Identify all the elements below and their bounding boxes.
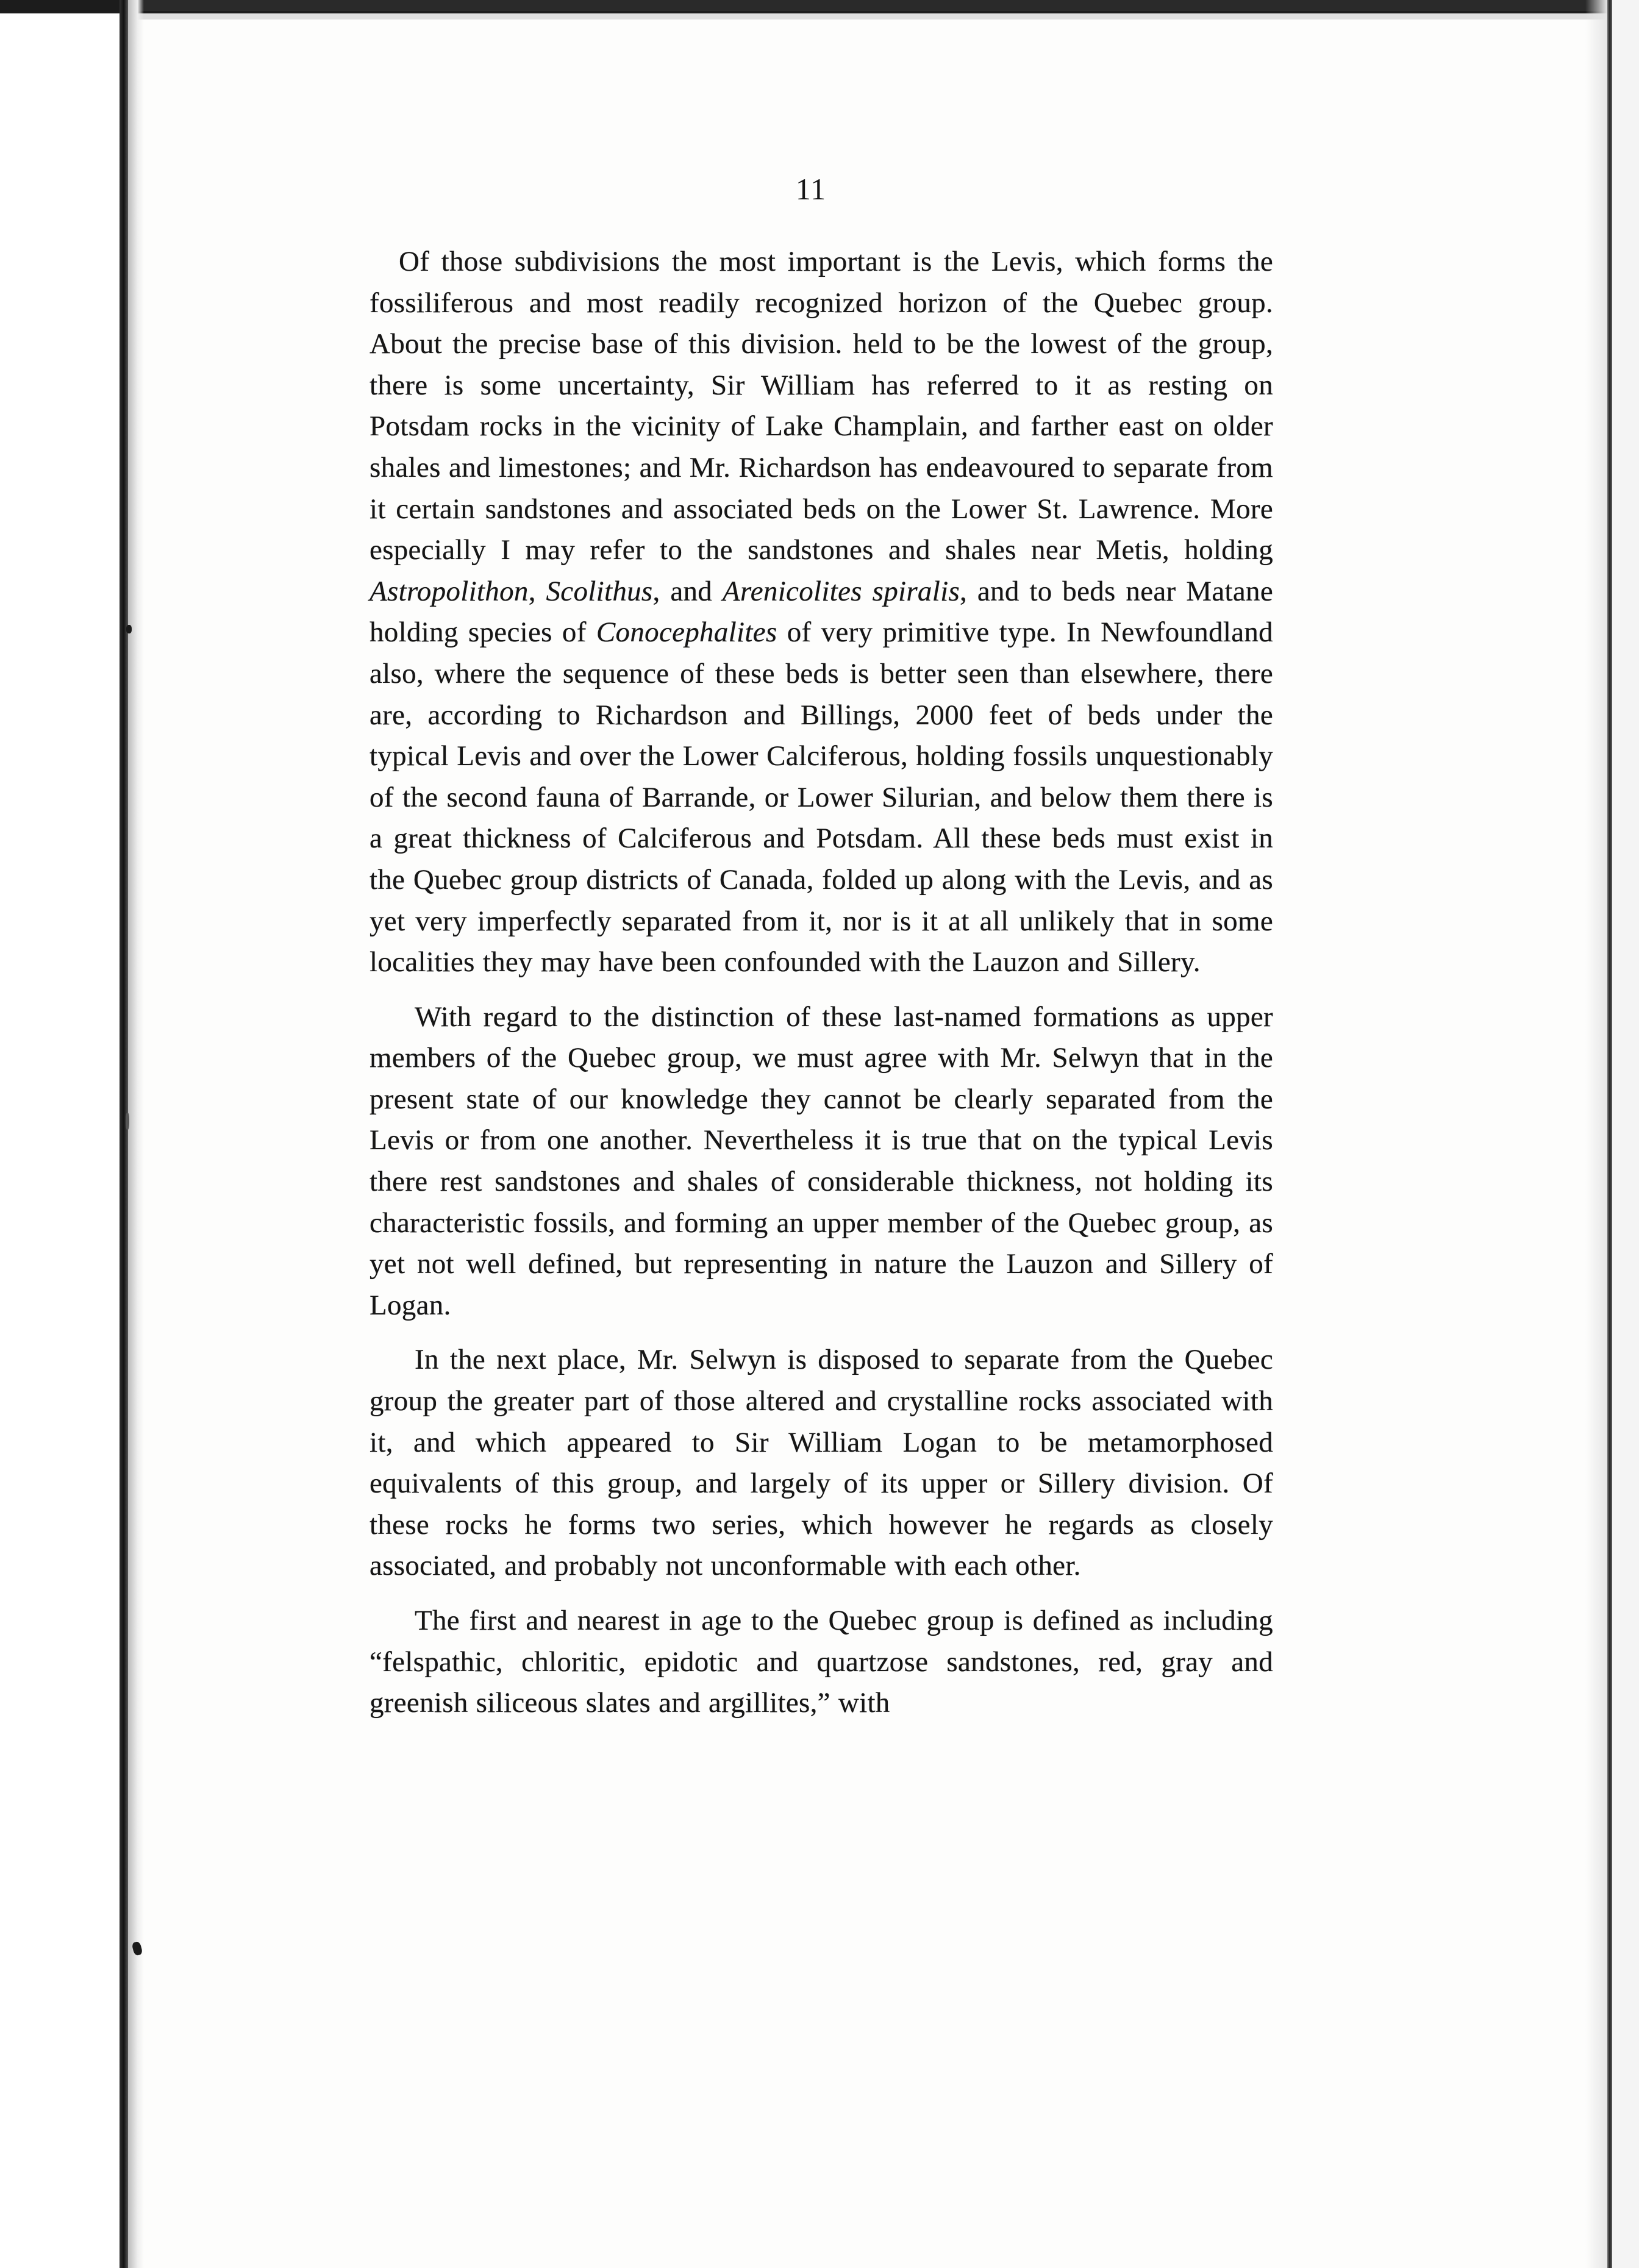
italic-taxon-name: Conocephalites [596,616,777,649]
top-scan-edge-inner [128,0,1639,11]
margin-speck [126,625,132,633]
right-outer-margin [1612,0,1639,2268]
left-binding-edge [120,0,128,2268]
left-binding-shadow [128,0,144,2268]
margin-speck [126,1113,129,1130]
italic-taxon-name: Scolithus [546,575,653,607]
right-edge-shadow [1585,0,1607,2268]
italic-taxon-name: Astropolithon [370,575,529,607]
left-page-margin [0,0,125,2268]
text-run: , [528,575,546,607]
text-run: of very primitive type. In Newfoundland also, where the sequence of these beds is better seen than elsewhere, there are, according to Richardson and Billings, 2000 feet of beds under the typical Levis and over the Lower Calciferous, holding fossils unquestionably of the second fauna of Barrande, or Lower Silurian, and below them there is a great thickness of Calciferous and Potsdam. All these beds must exist in the Quebec group districts of Canada, folded up along with the Levis, and as yet very imperfectly separated from it, nor is it at all unlikely that in some localities they may have been confounded with the Lauzon and Sillery. [370,616,1273,979]
text-run: In the next place, Mr. Selwyn is disposed to separate from the Quebec group the greater part of those altered and crystalline rocks associated with it, and which appeared to Sir William Logan to be metamorphosed equivalents of this group, and largely of its upper or Sillery division. Of these rocks he forms two series, which however he regards as closely associated, and probably not unconformable with each other. [370,1344,1273,1582]
body-text [370,241,1273,1724]
page-number: 11 [795,172,827,206]
paragraph [370,1339,1273,1587]
right-page-edge [1607,0,1612,2268]
text-run: The first and nearest in age to the Quebec group is defined as including “felspathic, chloritic, epidotic and quartzose sandstones, red, gray and greenish siliceous slates and argillites,” with [370,1605,1273,1719]
text-run: , and to beds near Matane holding species of [370,575,1273,649]
paragraph [370,1600,1273,1724]
text-run: Of those subdivisions the most important is the Levis, which forms the fossiliferous and most readily recognized horizon of the Quebec group. About the precise base of this division. held to be the lowest of the group, there is some uncertainty, Sir William has referred to it as resting on Potsdam rocks in the vicinity of Lake Champlain, and farther east on older shales and limestones; and Mr. Richardson has endeavoured to separate from it certain sandstones and associated beds on the Lower St. Lawrence. More especially I may refer to the sandstones and shales near Metis, holding [370,246,1273,566]
paragraph [370,241,1273,983]
italic-taxon-name: Arenicolites spiralis [722,575,960,607]
text-run: With regard to the distinction of these last-named formations as upper members of the Quebec group, we must agree with Mr. Selwyn that in the present state of our knowledge they cannot be clearly separated from the Levis or from one another. Nevertheless it is true that on the typical Levis there rest sandstones and shales of considerable thickness, not holding its characteristic fossils, and forming an upper member of the Quebec group, as yet not well defined, but representing in nature the Lauzon and Sillery of Logan. [370,1000,1273,1321]
top-scan-shadow [131,13,1639,20]
paragraph [370,997,1273,1327]
text-run: , and [652,575,723,607]
